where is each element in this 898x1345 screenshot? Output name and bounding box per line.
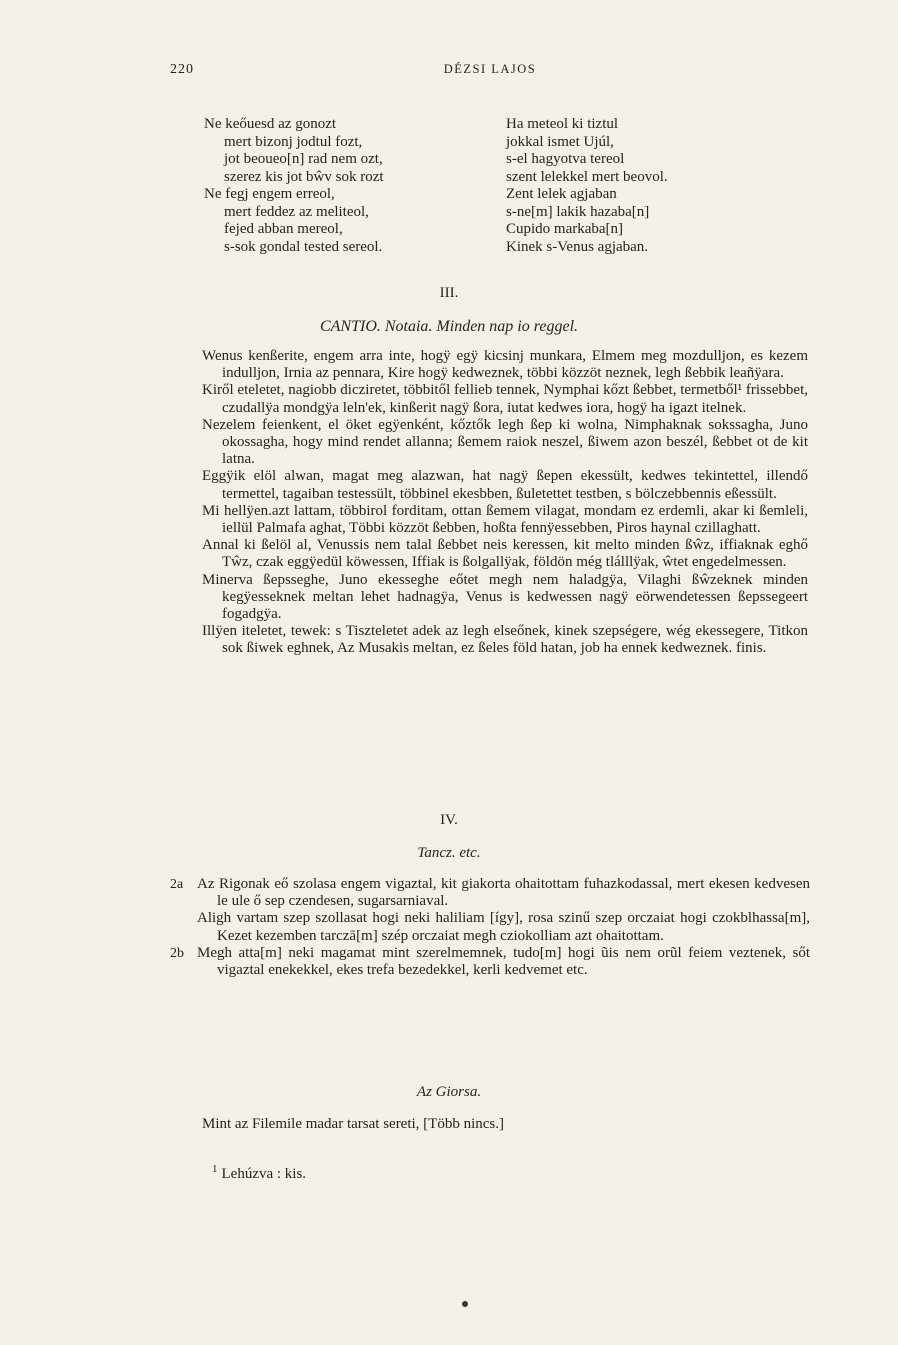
poem-line: s-ne[m] lakik hazaba[n] [506, 203, 650, 220]
poem-left-column [204, 116, 384, 256]
section-4-entries [170, 876, 810, 979]
stanza: Minerva ßepsseghe, Juno ekesseghe eőtet megh nem haladgÿa, Vilaghi ßŵzeknek minden kegÿesseknek meltan lehet hadnagÿa, Venus is kedwessen nagÿ eörwendetessen ßepssegeert fogadgÿa. [202, 571, 808, 623]
poem-line: Ne fegj engem erreol, [204, 186, 335, 202]
section-number-3: III. [439, 285, 459, 301]
section-title-3: CANTIO. Notaia. Minden nap io reggel. [319, 318, 579, 335]
numbered-entry [170, 910, 810, 944]
poem-line: s-el hagyotva tereol [506, 151, 625, 167]
page-number: 220 [170, 62, 194, 77]
entry-number: 2a [170, 877, 184, 892]
ink-speck [462, 1301, 468, 1307]
poem-line: Ha meteol ki tiztul [506, 116, 619, 132]
section-3-stanzas [202, 348, 808, 658]
poem-line: Ne keőuesd az gonozt [204, 116, 337, 132]
poem-line: fejed abban mereol, [224, 221, 343, 237]
entry-text: Megh atta[m] neki magamat mint szerelmemnek, tudo[m] hogi ũis nem orũl feiem veztenek, sőt vigaztal enekekkel, ekes trefa bezedekkel, kerli kedvemet etc. [197, 944, 810, 979]
page-header [170, 62, 810, 84]
stanza: Annal ki ßelöl al, Venussis nem talal ßebbet neis keressen, kit melto minden ßŵz, iffiaknak eghő Tŵz, czak eggÿedül köwessen, Iffiak is ßolgallÿak, földön még tlálllÿak, ŵtet engedelmessen. [202, 537, 808, 571]
stanza: Wenus kenßerite, engem arra inte, hogÿ egÿ kicsinj munkara, Elmem meg mozdulljon, es kezem indulljon, Irnia az pennara, Kire hogÿ kedweznek, többi közzöt neznek, legh ßebbik leañÿara. [202, 348, 808, 382]
poem-line: mert feddez az meliteol, [224, 203, 369, 220]
subsection-title: Az Giorsa. [416, 1084, 482, 1100]
stanza: Nezelem feienkent, el öket egÿenként, kőztők legh ßep ki wolna, Nimphaknak sokssagha, Juno okossagha, hogy mind rendet allanna; ßemem raiok neszel, ßiwem azon beszél, ßebbet ot de kit latna. [202, 416, 808, 468]
poem-line: jokkal ismet Ujúl, [506, 133, 614, 150]
poem-line: jot beoueo[n] rad nem ozt, [224, 151, 383, 167]
footnote [212, 1163, 306, 1183]
stanza: Kiről eteletet, nagiobb dicziretet, többitől fellieb tennek, Nymphai kőzt ßebbet, termetből¹ frissebbet, czudallÿa mondgÿa leln'ek, kinßerit nagÿ ßora, iutat kedwes iora, hogÿ ha igazt itelnek. [202, 382, 808, 416]
footnote-mark: 1 [212, 1163, 218, 1175]
numbered-entry [170, 876, 810, 910]
entry-text: Az Rigonak eő szolasa engem vigaztal, kit giakorta ohaitottam fuhazkodassal, mert ekesen kedvesen le ule ő sep czendesen, sugarsarniaval. [197, 876, 810, 910]
section-title-4: Tancz. etc. [417, 845, 481, 861]
poem-line: Zent lelek agjaban [506, 186, 617, 202]
entry-text: Aligh vartam szep szollasat hogi neki haliliam [így], rosa szinű szep orczaiat hogi czokblhassa[m], Kezet kezemben tarczā[m] szép orczaiat megh cziokolliam azt ohaitottam. [197, 910, 810, 944]
numbered-entry [170, 945, 810, 979]
footnote-text: Lehúzva : kis. [221, 1166, 307, 1182]
poem-line: s-sok gondal tested sereol. [224, 238, 383, 255]
entry-number: 2b [170, 945, 184, 961]
poem-right-column [506, 116, 668, 256]
closing-line: Mint az Filemile madar tarsat sereti, [Több nincs.] [202, 1116, 504, 1132]
section-number-4: IV. [440, 812, 458, 828]
poem-line: Cupido markaba[n] [506, 221, 624, 237]
stanza: Eggÿik elöl alwan, magat meg alazwan, hat nagÿ ßepen ekessült, kedwes tekintettel, illendő termettel, tagaiban testessült, többinel ekesbben, ßuletettet testben, s bölczebbennis eßessült. [202, 468, 808, 502]
running-head: DÉZSI LAJOS [443, 62, 537, 76]
poem-line: szerez kis jot bŵv sok rozt [224, 168, 384, 185]
stanza: Mi hellÿen.azt lattam, többirol forditam, ottan ßemem vilagat, mondam ez erdemli, akar ki ßemleli, iellül Palmafa aghat, Többi közzöt ßebben, hoßta fennÿessebben, Piros haynal czillaghatt. [202, 502, 808, 537]
stanza: Illÿen iteletet, tewek: s Tiszteletet adek az legh elseőnek, kinek szepségere, wég ekessegere, Titkon sok ßiwek eghnek, Az Musakis meltan, ez ßeles föld hatan, job ha ennek kedweznek. finis. [202, 623, 808, 657]
poem-line: Kinek s-Venus agjaban. [506, 238, 649, 255]
poem-line: szent lelekkel mert beovol. [506, 168, 668, 185]
poem-line: mert bizonj jodtul fozt, [224, 133, 363, 150]
